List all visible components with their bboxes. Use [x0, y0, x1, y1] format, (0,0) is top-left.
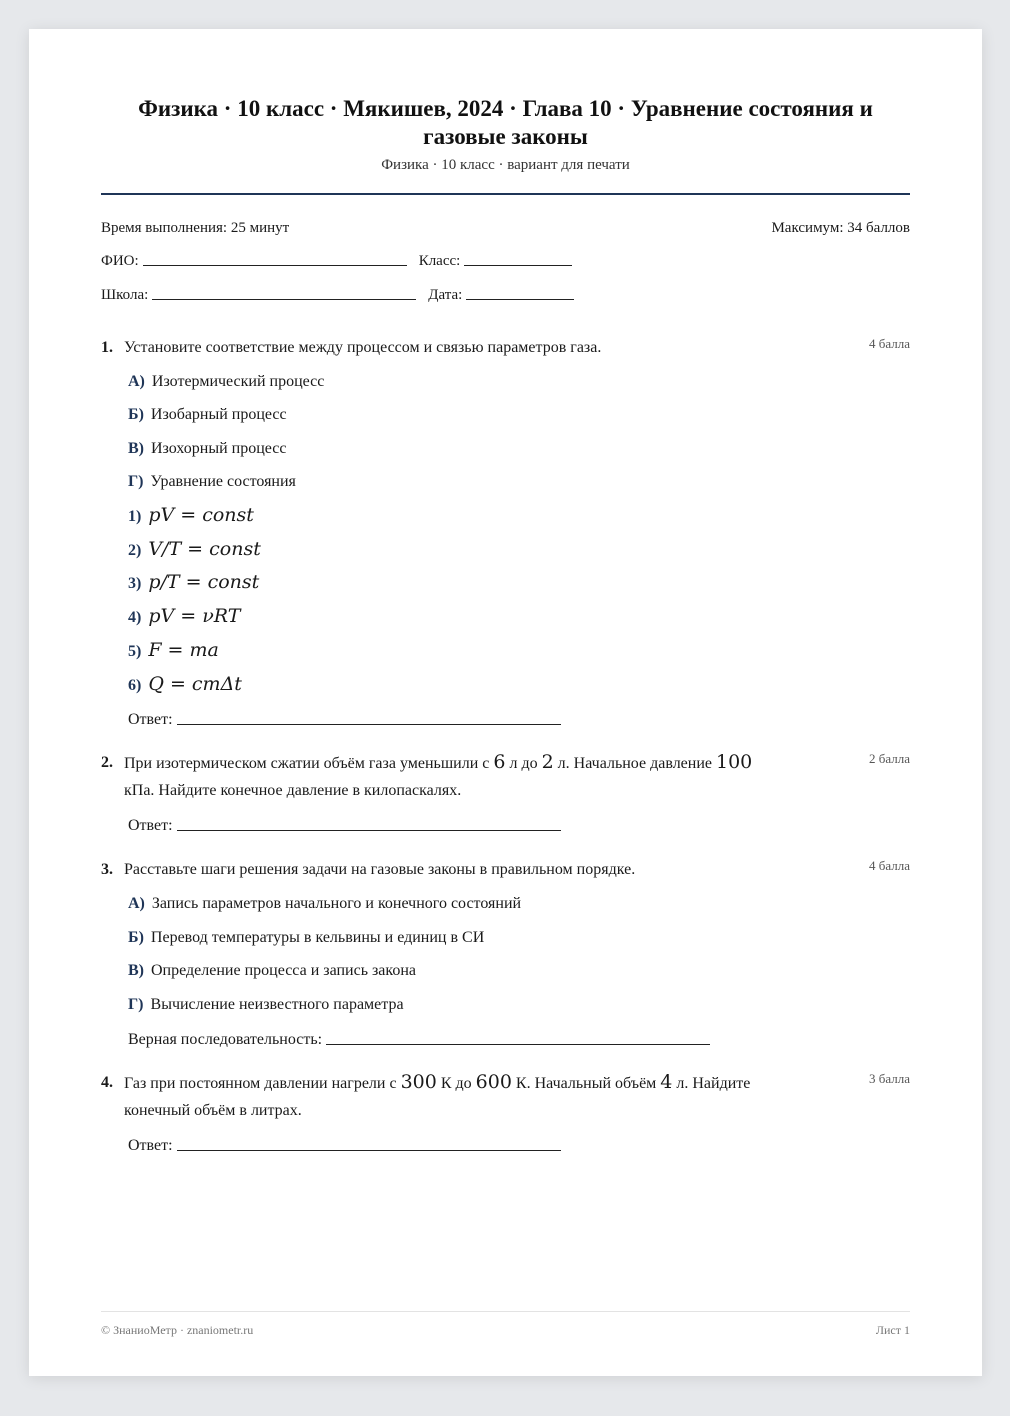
class-line [464, 264, 572, 266]
answer-line[interactable] [177, 829, 561, 831]
fio-line [143, 264, 407, 266]
school-label: Школа: [101, 287, 149, 303]
question-text: Газ при постоянном давлении нагрели с 300 К до 600 К. Начальный объём 4 л. Найдите конечный объём в литрах. [124, 1071, 751, 1119]
question-number: 3. [101, 861, 113, 878]
question-points: 4 балла [869, 336, 910, 351]
question-4 [101, 1069, 910, 1123]
match-2: 2) V/T = const [128, 538, 261, 560]
question-number: 4. [101, 1074, 113, 1091]
answer-row-3 [128, 1031, 722, 1049]
question-number: 1. [101, 339, 113, 356]
option-b: Б) Изобарный процесс [128, 406, 287, 423]
match-5: 5) F = ma [128, 639, 219, 661]
worksheet-page [29, 29, 982, 1376]
match-1: 1) pV = const [128, 504, 254, 526]
step-a: А) Запись параметров начального и конечного состояний [128, 895, 522, 912]
page-footer [101, 1323, 910, 1338]
question-number: 2. [101, 754, 113, 771]
option-c: В) Изохорный процесс [128, 440, 287, 457]
answer-row-2 [128, 817, 573, 835]
question-text: При изотермическом сжатии объём газа уменьшили с 6 л до 2 л. Начальное давление 100 кПа. Найдите конечное давление в килопаскалях. [124, 751, 753, 799]
answer-label: Ответ: [128, 817, 173, 834]
question-points: 2 балла [869, 751, 910, 766]
match-4: 4) pV = νRT [128, 605, 241, 627]
question-points: 3 балла [869, 1071, 910, 1086]
question-points: 4 балла [869, 858, 910, 873]
step-b: Б) Перевод температуры в кельвины и единиц в СИ [128, 929, 485, 946]
time-limit: Время выполнения: 25 минут [101, 220, 290, 236]
match-6: 6) Q = cmΔt [128, 673, 242, 695]
answer-label: Верная последовательность: [128, 1031, 323, 1048]
page-title: Физика · 10 класс · Мякишев, 2024 · Глава 10 · Уравнение состояния и газовые законы [138, 96, 873, 149]
answer-row-4 [128, 1137, 573, 1155]
step-c: В) Определение процесса и запись закона [128, 962, 417, 979]
school-date-row [101, 287, 586, 304]
question-text: Установите соответствие между процессом и связью параметров газа. [124, 339, 602, 356]
answer-label: Ответ: [128, 711, 173, 728]
option-d: Г) Уравнение состояния [128, 473, 296, 490]
question-text: Расставьте шаги решения задачи на газовые законы в правильном порядке. [124, 861, 636, 878]
meta-row [101, 220, 910, 237]
footer-page-number: Лист 1 [875, 1323, 910, 1337]
fio-label: ФИО: [101, 253, 139, 269]
option-a: А) Изотермический процесс [128, 373, 325, 390]
answer-line[interactable] [177, 1149, 561, 1151]
answer-label: Ответ: [128, 1137, 173, 1154]
max-score: Максимум: 34 баллов [771, 220, 910, 236]
date-label: Дата: [428, 287, 463, 303]
page-subtitle: Физика · 10 класс · вариант для печати [381, 157, 630, 173]
question-2 [101, 749, 910, 803]
answer-line[interactable] [177, 723, 561, 725]
answer-line[interactable] [326, 1043, 710, 1045]
date-line [466, 298, 574, 300]
fio-class-row [101, 253, 584, 270]
match-3: 3) p/T = const [128, 571, 260, 593]
class-label: Класс: [418, 253, 461, 269]
step-d: Г) Вычисление неизвестного параметра [128, 996, 404, 1013]
footer-divider [101, 1311, 910, 1312]
footer-copyright: © ЗнаниоМетр · znaniometr.ru [101, 1323, 254, 1337]
header-divider [101, 193, 910, 195]
answer-row-1 [128, 711, 573, 729]
school-line [152, 298, 416, 300]
